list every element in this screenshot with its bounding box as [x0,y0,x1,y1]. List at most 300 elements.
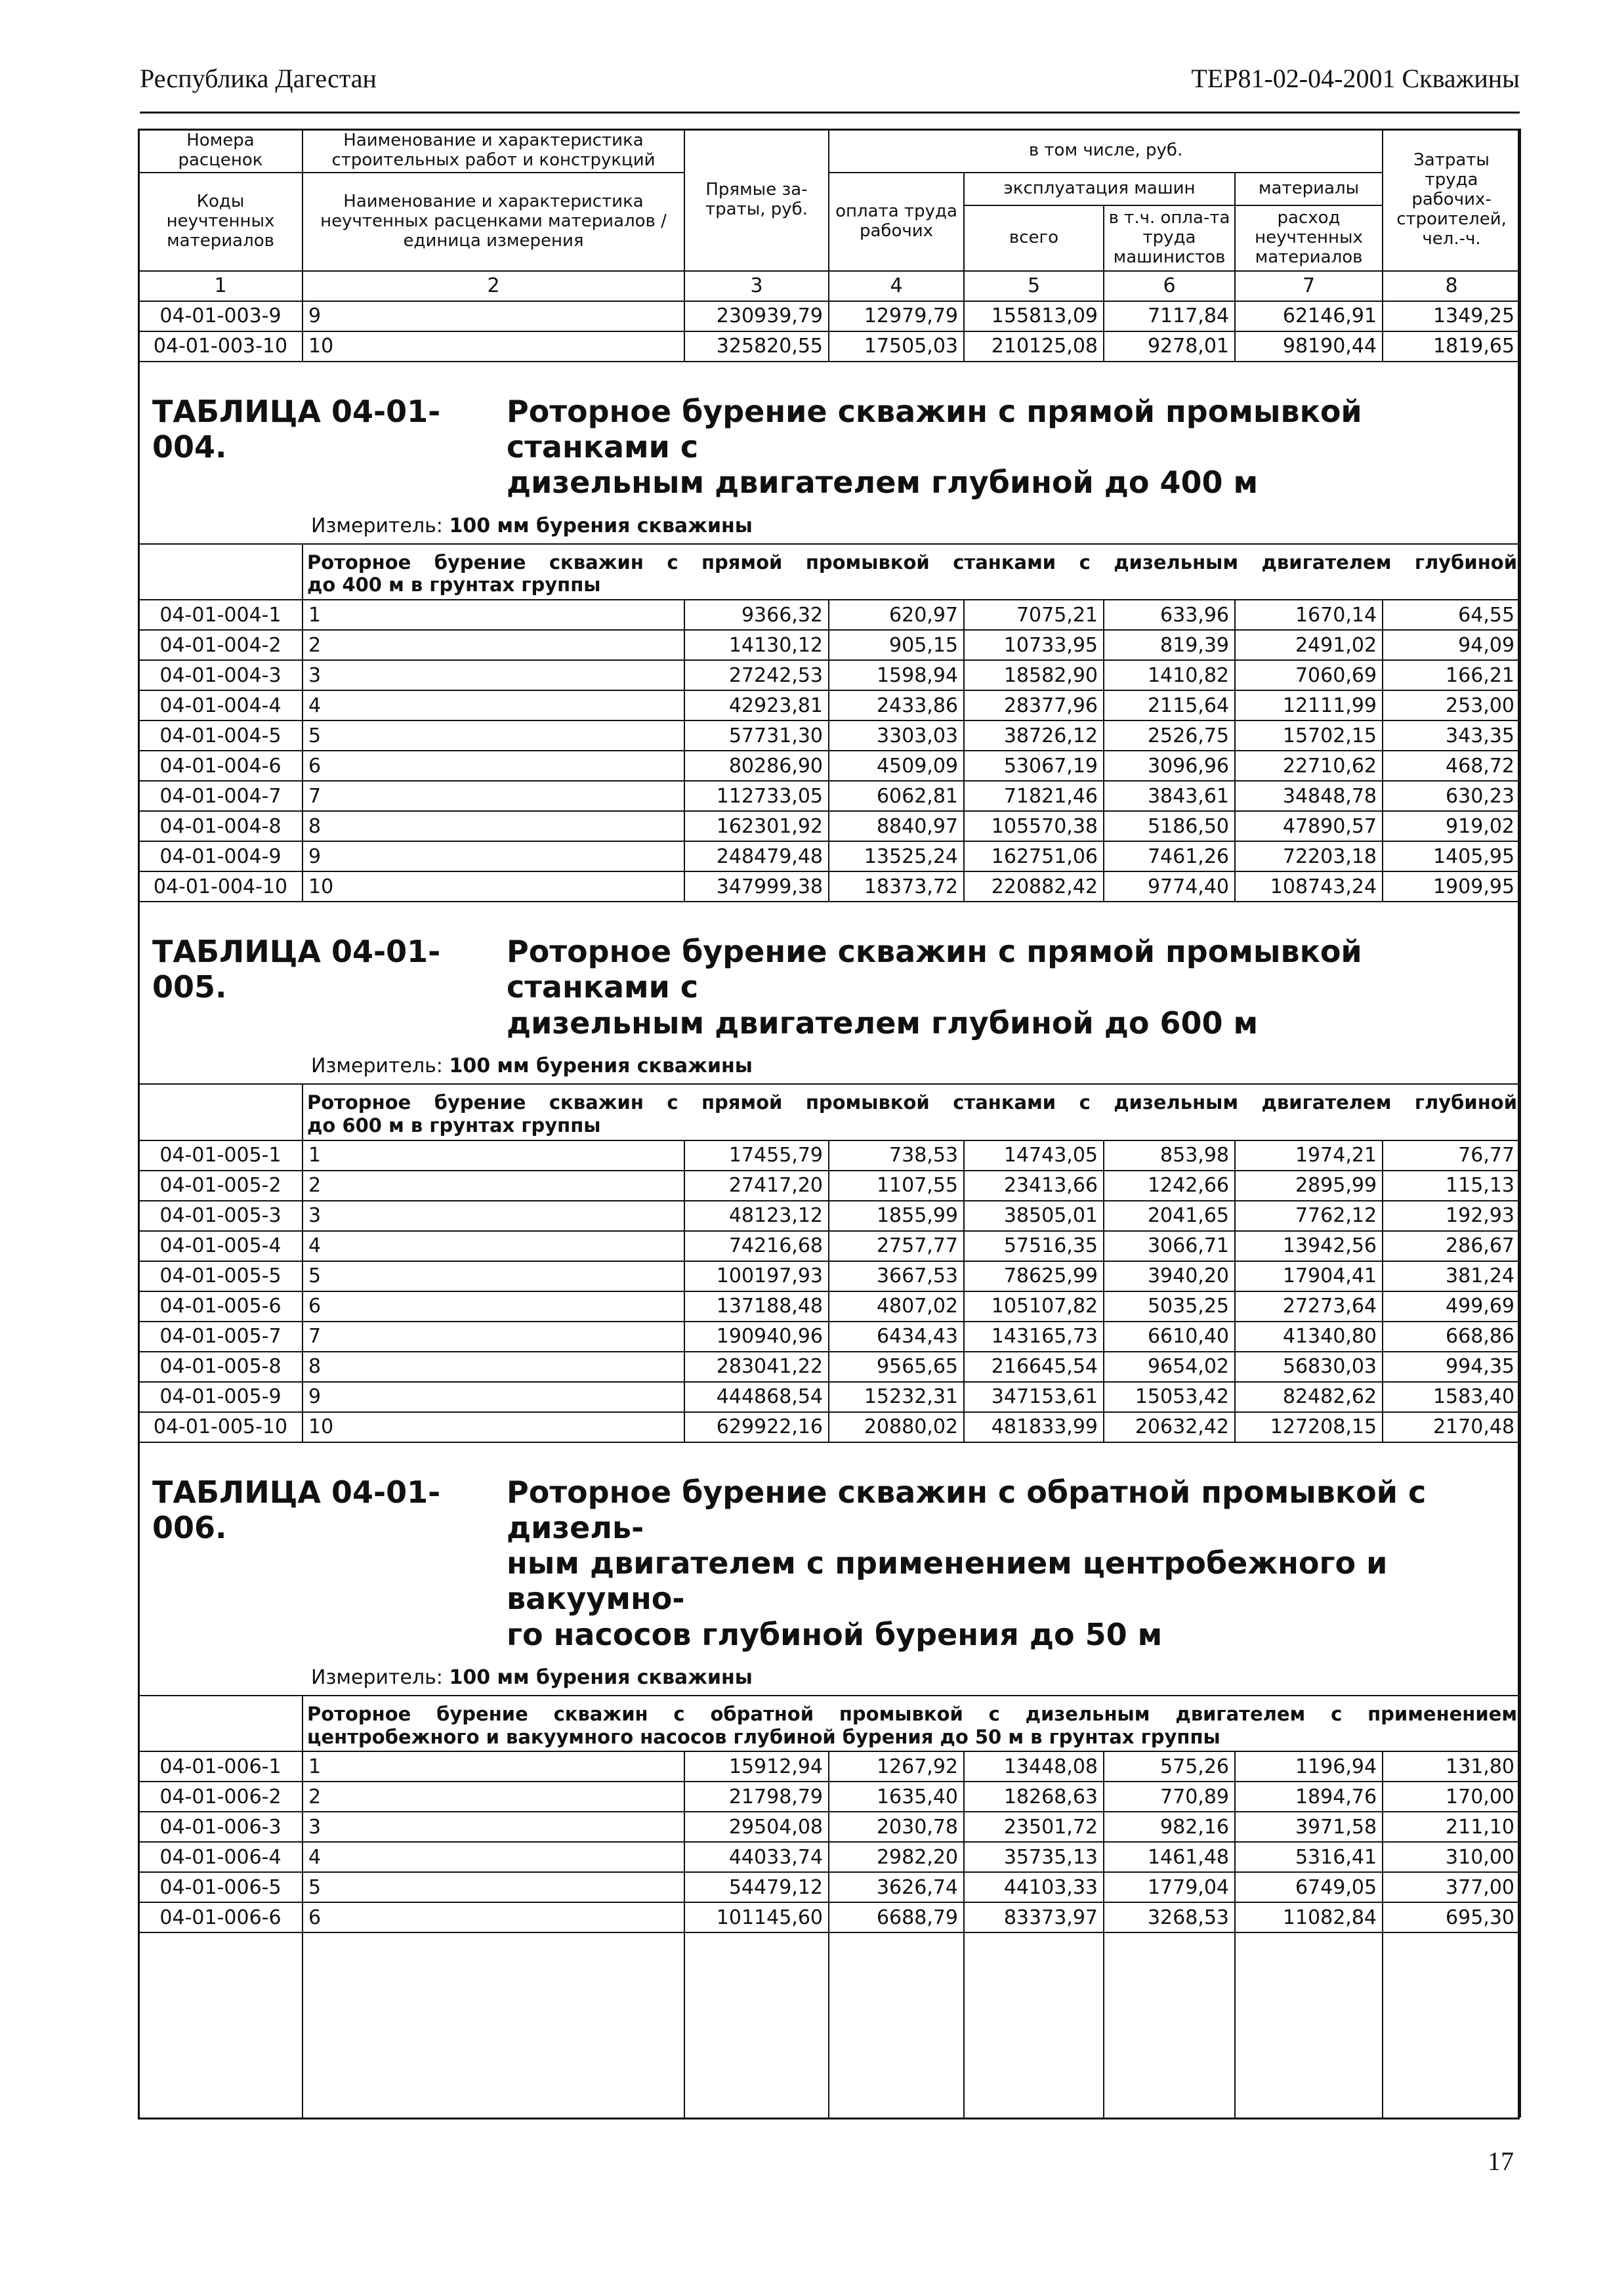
cell-code: 04-01-006-4 [138,1842,303,1872]
cell-code: 04-01-005-1 [138,1140,303,1171]
cell-code: 04-01-006-6 [138,1902,303,1932]
cell-c7: 27273,64 [1235,1291,1383,1322]
cell-n: 1 [303,1751,684,1782]
table-label: ТАБЛИЦА 04-01-005. [152,934,441,1005]
cell-c3: 112733,05 [684,781,829,811]
cell-c8: 1909,95 [1383,871,1520,902]
table-row [138,1812,1520,1842]
group-row [138,544,1520,600]
col-incl-header: в том числе, руб. [829,129,1383,173]
cell-c5: 18268,63 [964,1782,1104,1812]
spacer-cell [138,1442,1520,1474]
cell-code: 04-01-005-5 [138,1261,303,1291]
table-title-block [138,934,1520,1084]
header-region: Республика Дагестан [140,64,377,93]
filler-cell [964,1932,1104,2118]
cell-c7: 1670,14 [1235,600,1383,630]
cell-c4: 1107,55 [829,1171,964,1201]
table-row [138,1902,1520,1932]
cell-c8: 310,00 [1383,1842,1520,1872]
cell-code: 04-01-005-8 [138,1352,303,1382]
table-spacer [138,902,1520,934]
table-label [152,465,507,500]
cell-code: 04-01-004-1 [138,600,303,630]
cell-c7: 5316,41 [1235,1842,1383,1872]
cell-c7: 1974,21 [1235,1140,1383,1171]
cell-c4: 620,97 [829,600,964,630]
cell-c6: 2041,65 [1104,1201,1235,1231]
cell-c3: 17455,79 [684,1140,829,1171]
group-title-line: до 600 м в грунтах группы [307,1114,601,1137]
cell-code: 04-01-005-2 [138,1171,303,1201]
table-title-text: Роторное бурение скважин с прямой промывкой станками с [507,393,1362,465]
cell-n: 7 [303,781,684,811]
group-title [303,1084,1520,1140]
col-number: 1 [138,271,303,301]
cell-code: 04-01-004-8 [138,811,303,841]
cell-n: 10 [303,331,684,362]
cell-c5: 44103,33 [964,1872,1104,1902]
cell-code: 04-01-005-9 [138,1382,303,1412]
cell-n: 9 [303,841,684,871]
filler-cell [1383,1932,1520,2118]
cell-c5: 57516,35 [964,1231,1104,1261]
table-body [138,129,1520,2118]
cell-c4: 3303,03 [829,720,964,751]
cell-c3: 248479,48 [684,841,829,871]
cell-c5: 10733,95 [964,630,1104,660]
cell-c5: 347153,61 [964,1382,1104,1412]
cell-code: 04-01-004-4 [138,690,303,720]
cell-c4: 2030,78 [829,1812,964,1842]
cell-c4: 2433,86 [829,690,964,720]
table-row [138,690,1520,720]
cell-c3: 54479,12 [684,1872,829,1902]
cell-c4: 6688,79 [829,1902,964,1932]
table-title-text: дизельным двигателем глубиной до 400 м [507,465,1259,501]
table-row [138,1412,1520,1442]
cell-c5: 28377,96 [964,690,1104,720]
cell-c4: 905,15 [829,630,964,660]
cell-c3: 190940,96 [684,1322,829,1352]
cell-c8: 2170,48 [1383,1412,1520,1442]
cell-c7: 127208,15 [1235,1412,1383,1442]
cell-c6: 7117,84 [1104,301,1235,331]
cell-c6: 853,98 [1104,1140,1235,1171]
table-row [138,871,1520,902]
cell-c8: 253,00 [1383,690,1520,720]
cell-c4: 3626,74 [829,1872,964,1902]
cell-c7: 17904,41 [1235,1261,1383,1291]
group-title-line: до 400 м в грунтах группы [307,574,601,596]
cell-c8: 286,67 [1383,1231,1520,1261]
cell-c4: 1855,99 [829,1201,964,1231]
cell-c5: 7075,21 [964,600,1104,630]
cell-n: 8 [303,1352,684,1382]
table-measure [139,501,1520,543]
table-row [138,1842,1520,1872]
cell-n: 4 [303,690,684,720]
table-label [152,1617,507,1652]
table-title-line [139,394,1520,465]
cell-c5: 38505,01 [964,1201,1104,1231]
cell-c3: 230939,79 [684,301,829,331]
filler-cell [684,1932,829,2118]
cell-c7: 2491,02 [1235,630,1383,660]
cell-c6: 5186,50 [1104,811,1235,841]
cell-c8: 377,00 [1383,1872,1520,1902]
cell-c6: 6610,40 [1104,1322,1235,1352]
cell-c8: 630,23 [1383,781,1520,811]
table-title-line [139,465,1520,500]
table-title-line [139,934,1520,1005]
table-label [152,1005,507,1041]
cell-c6: 9774,40 [1104,871,1235,902]
filler-cell [829,1932,964,2118]
cell-c6: 9278,01 [1104,331,1235,362]
cell-c3: 15912,94 [684,1751,829,1782]
cell-c6: 633,96 [1104,600,1235,630]
cell-c6: 1779,04 [1104,1872,1235,1902]
cell-c7: 56830,03 [1235,1352,1383,1382]
table-spacer [138,362,1520,394]
cell-code: 04-01-005-3 [138,1201,303,1231]
table-measure [139,1652,1520,1695]
cell-n: 10 [303,871,684,902]
col-number: 7 [1235,271,1383,301]
cell-c8: 94,09 [1383,630,1520,660]
col-work-header: Наименование и характеристика строительных работ и конструкций [303,129,684,173]
cell-c5: 14743,05 [964,1140,1104,1171]
cell-c3: 101145,60 [684,1902,829,1932]
cell-c7: 82482,62 [1235,1382,1383,1412]
cell-c6: 1410,82 [1104,660,1235,690]
table-row [138,1322,1520,1352]
cell-c3: 42923,81 [684,690,829,720]
cell-c8: 1405,95 [1383,841,1520,871]
cell-c4: 15232,31 [829,1382,964,1412]
cell-n: 3 [303,660,684,690]
table-row [138,1872,1520,1902]
cell-c8: 131,80 [1383,1751,1520,1782]
cell-c5: 18582,90 [964,660,1104,690]
cell-n: 2 [303,630,684,660]
col-machines-header: эксплуатация машин [964,173,1235,205]
cell-c5: 155813,09 [964,301,1104,331]
table-row [138,1782,1520,1812]
col-code-header: Номера расценок [138,129,303,173]
table-row [138,630,1520,660]
cell-c5: 53067,19 [964,751,1104,781]
cell-c8: 64,55 [1383,600,1520,630]
table-title-row [138,1474,1520,1696]
cell-n: 7 [303,1322,684,1352]
table-row [138,720,1520,751]
cell-n: 6 [303,1902,684,1932]
cell-c6: 3096,96 [1104,751,1235,781]
col-number: 6 [1104,271,1235,301]
table-row [138,1140,1520,1171]
col-materials-header: материалы [1235,173,1383,205]
cell-c7: 47890,57 [1235,811,1383,841]
cell-c5: 78625,99 [964,1261,1104,1291]
cell-c7: 6749,05 [1235,1872,1383,1902]
table-title-text: Роторное бурение скважин с обратной промывкой с дизель- [507,1474,1427,1545]
cell-c4: 4807,02 [829,1291,964,1322]
cell-c6: 575,26 [1104,1751,1235,1782]
cell-code: 04-01-005-7 [138,1322,303,1352]
cell-c3: 347999,38 [684,871,829,902]
table-title-row [138,934,1520,1084]
cell-n: 10 [303,1412,684,1442]
cell-c7: 3971,58 [1235,1812,1383,1842]
page-header [140,63,1520,109]
group-title-line: Роторное бурение скважин с прямой промывкой станками с дизельным двигателем глубиной [307,551,1518,574]
spacer-cell [138,902,1520,934]
cell-c5: 105570,38 [964,811,1104,841]
cell-c7: 41340,80 [1235,1322,1383,1352]
cell-c3: 80286,90 [684,751,829,781]
cell-c7: 62146,91 [1235,301,1383,331]
col-machines-total-header: всего [964,205,1104,271]
col-number: 8 [1383,271,1520,301]
table-label [152,1545,507,1617]
cell-c5: 35735,13 [964,1842,1104,1872]
cell-code: 04-01-003-9 [138,301,303,331]
page-number: 17 [1488,2146,1514,2176]
cell-c3: 283041,22 [684,1352,829,1382]
table-title-block [138,1474,1520,1696]
cell-n: 4 [303,1231,684,1261]
cell-c4: 20880,02 [829,1412,964,1442]
cell-c3: 137188,48 [684,1291,829,1322]
cell-code: 04-01-005-4 [138,1231,303,1261]
measure-label: Измеритель: [311,1054,443,1077]
cell-c7: 108743,24 [1235,871,1383,902]
cell-c5: 105107,82 [964,1291,1104,1322]
cell-n: 9 [303,1382,684,1412]
cell-c8: 381,24 [1383,1261,1520,1291]
cell-c6: 15053,42 [1104,1382,1235,1412]
cell-c3: 27242,53 [684,660,829,690]
cell-c3: 48123,12 [684,1201,829,1231]
cell-c8: 499,69 [1383,1291,1520,1322]
table-row [138,1291,1520,1322]
cell-c5: 143165,73 [964,1322,1104,1352]
cell-code: 04-01-006-3 [138,1812,303,1842]
col-number: 4 [829,271,964,301]
cell-c4: 2982,20 [829,1842,964,1872]
spacer-cell [138,362,1520,394]
cell-c4: 9565,65 [829,1352,964,1382]
table-row [138,1751,1520,1782]
cell-c7: 1894,76 [1235,1782,1383,1812]
cell-c7: 7762,12 [1235,1201,1383,1231]
table-row [138,1261,1520,1291]
cell-c3: 27417,20 [684,1171,829,1201]
cell-c7: 11082,84 [1235,1902,1383,1932]
cell-code: 04-01-004-9 [138,841,303,871]
cell-code: 04-01-004-3 [138,660,303,690]
cell-n: 5 [303,1872,684,1902]
cell-c4: 6434,43 [829,1322,964,1352]
cell-c3: 44033,74 [684,1842,829,1872]
cell-c5: 23413,66 [964,1171,1104,1201]
cell-c8: 76,77 [1383,1140,1520,1171]
cell-n: 8 [303,811,684,841]
cell-c5: 210125,08 [964,331,1104,362]
cell-n: 3 [303,1201,684,1231]
table-label: ТАБЛИЦА 04-01-004. [152,393,441,465]
cell-c6: 5035,25 [1104,1291,1235,1322]
cell-c5: 220882,42 [964,871,1104,902]
cell-c3: 100197,93 [684,1261,829,1291]
cell-c6: 2526,75 [1104,720,1235,751]
cell-c6: 3940,20 [1104,1261,1235,1291]
cell-c6: 9654,02 [1104,1352,1235,1382]
cell-c6: 2115,64 [1104,690,1235,720]
cell-code: 04-01-006-5 [138,1872,303,1902]
filler-cell [138,1932,303,2118]
group-row [138,1696,1520,1752]
cell-code: 04-01-004-10 [138,871,303,902]
cell-c8: 994,35 [1383,1352,1520,1382]
cell-n: 3 [303,1812,684,1842]
table-measure [139,1041,1520,1083]
cell-c8: 919,02 [1383,811,1520,841]
cell-c6: 770,89 [1104,1782,1235,1812]
group-title-line: Роторное бурение скважин с обратной промывкой с дизельным двигателем с применением [307,1702,1518,1725]
table-spacer [138,1442,1520,1474]
col-code2-header: Коды неучтенных материалов [138,173,303,271]
cell-c3: 29504,08 [684,1812,829,1842]
cell-n: 9 [303,301,684,331]
measure-value: 100 мм бурения скважины [449,514,753,537]
measure-value: 100 мм бурения скважины [449,1665,753,1689]
group-code-cell [138,1696,303,1752]
cell-c8: 166,21 [1383,660,1520,690]
table-row [138,1171,1520,1201]
cell-c6: 3066,71 [1104,1231,1235,1261]
table-title-text: ным двигателем с применением центробежного и вакуумно- [507,1545,1388,1617]
cell-c7: 15702,15 [1235,720,1383,751]
cell-code: 04-01-004-2 [138,630,303,660]
cell-c5: 83373,97 [964,1902,1104,1932]
group-code-cell [138,544,303,600]
cell-c8: 1819,65 [1383,331,1520,362]
cell-c6: 982,16 [1104,1812,1235,1842]
table-title-block [138,394,1520,544]
cell-c8: 170,00 [1383,1782,1520,1812]
col-labor-header: Затраты труда рабочих-строителей, чел.-ч. [1383,129,1520,271]
cell-c4: 6062,81 [829,781,964,811]
group-title [303,1696,1520,1752]
cell-c7: 98190,44 [1235,331,1383,362]
cell-c8: 1583,40 [1383,1382,1520,1412]
cell-c7: 34848,78 [1235,781,1383,811]
table-label: ТАБЛИЦА 04-01-006. [152,1474,441,1545]
cell-c3: 21798,79 [684,1782,829,1812]
cell-c5: 13448,08 [964,1751,1104,1782]
cell-c4: 2757,77 [829,1231,964,1261]
group-row [138,1084,1520,1140]
cell-c6: 1461,48 [1104,1842,1235,1872]
group-code-cell [138,1084,303,1140]
cell-c3: 74216,68 [684,1231,829,1261]
filler-row [138,1932,1520,2118]
group-title [303,544,1520,600]
cell-c8: 695,30 [1383,1902,1520,1932]
table-row [138,331,1520,362]
cell-c4: 12979,79 [829,301,964,331]
cell-c4: 738,53 [829,1140,964,1171]
cell-c4: 1267,92 [829,1751,964,1782]
col-materials-unaccounted-header: расход неучтенных материалов [1235,205,1383,271]
group-title-line: Роторное бурение скважин с прямой промывкой станками с дизельным двигателем глубиной [307,1091,1518,1114]
cell-c4: 18373,72 [829,871,964,902]
cell-n: 5 [303,1261,684,1291]
cell-c8: 668,86 [1383,1322,1520,1352]
table-row [138,301,1520,331]
table-row [138,1201,1520,1231]
cell-c6: 1242,66 [1104,1171,1235,1201]
col-number: 2 [303,271,684,301]
cell-c5: 71821,46 [964,781,1104,811]
cell-code: 04-01-004-7 [138,781,303,811]
cell-c8: 211,10 [1383,1812,1520,1842]
cell-c7: 72203,18 [1235,841,1383,871]
cell-c6: 3843,61 [1104,781,1235,811]
cell-c7: 22710,62 [1235,751,1383,781]
col-work2-header: Наименование и характеристика неучтенных расценками материалов / единица измерения [303,173,684,271]
cell-n: 6 [303,751,684,781]
table-row [138,811,1520,841]
table-title-line [139,1005,1520,1041]
cell-code: 04-01-004-5 [138,720,303,751]
cell-c7: 13942,56 [1235,1231,1383,1261]
table-row [138,600,1520,630]
cell-c7: 12111,99 [1235,690,1383,720]
cell-c4: 3667,53 [829,1261,964,1291]
header-rule [140,112,1520,114]
cell-c3: 14130,12 [684,630,829,660]
table-row [138,781,1520,811]
table-title-line [139,1474,1520,1546]
cell-c4: 1598,94 [829,660,964,690]
cell-c5: 23501,72 [964,1812,1104,1842]
cell-c3: 162301,92 [684,811,829,841]
col-number: 5 [964,271,1104,301]
cell-code: 04-01-005-6 [138,1291,303,1322]
table-title-text: Роторное бурение скважин с прямой промывкой станками с [507,934,1362,1005]
filler-cell [1235,1932,1383,2118]
cell-c8: 115,13 [1383,1171,1520,1201]
cell-c5: 38726,12 [964,720,1104,751]
cell-c3: 57731,30 [684,720,829,751]
cell-code: 04-01-005-10 [138,1412,303,1442]
cell-c4: 4509,09 [829,751,964,781]
cell-n: 6 [303,1291,684,1322]
cell-c7: 1196,94 [1235,1751,1383,1782]
col-direct-header: Прямые за-траты, руб. [684,129,829,271]
cell-c3: 325820,55 [684,331,829,362]
cell-c8: 343,35 [1383,720,1520,751]
cell-c8: 468,72 [1383,751,1520,781]
cell-c3: 9366,32 [684,600,829,630]
cell-c6: 20632,42 [1104,1412,1235,1442]
cell-c4: 8840,97 [829,811,964,841]
col-machines-pay-header: в т.ч. опла-та труда машинистов [1104,205,1235,271]
